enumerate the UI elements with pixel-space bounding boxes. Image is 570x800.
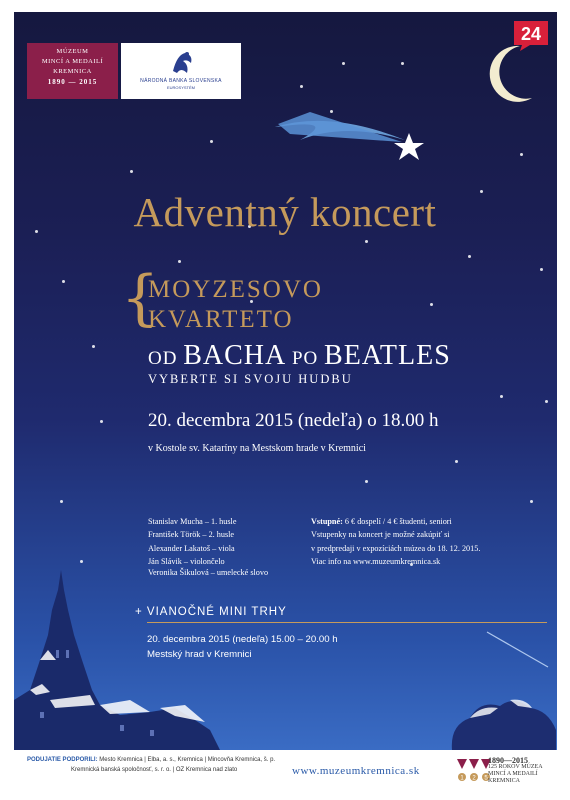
- bank-name: NÁRODNÁ BANKA SLOVENSKA: [140, 78, 222, 84]
- ensemble-name-line2: KVARTETO: [148, 306, 294, 333]
- anniversary-line3: KREMNICA: [488, 778, 521, 784]
- market-time: 20. decembra 2015 (nedeľa) 15.00 – 20.00 h: [147, 634, 338, 645]
- star-dot: [520, 153, 523, 156]
- anniversary-shield-icon: [457, 759, 467, 769]
- program-bach: BACHA: [183, 340, 287, 371]
- star-dot: [100, 420, 103, 423]
- star-dot: [342, 62, 345, 65]
- program-subtitle: VYBERTE SI SVOJU HUDBU: [148, 372, 353, 386]
- snowy-trees: [452, 701, 556, 750]
- star-dot: [62, 280, 65, 283]
- star-dot: [210, 140, 213, 143]
- event-title: Adventný koncert: [133, 189, 437, 235]
- museum-logo-line1: MÚZEUM: [56, 48, 89, 55]
- ensemble-name-line1: MOYZESOVO: [148, 276, 323, 303]
- sponsors-label: PODUJATIE PODPORILI:: [27, 757, 98, 763]
- star-dot: [92, 345, 95, 348]
- christmas-market-title: + VIANOČNÉ MINI TRHY: [135, 606, 287, 618]
- program-from: OD: [148, 348, 178, 369]
- ticket-price-value: 6 € dospelí / 4 € študenti, seniori: [344, 517, 452, 526]
- museum-logo-line2: MINCÍ A MEDAILÍ: [41, 58, 104, 65]
- museum-logo-line3: KREMNICA: [53, 68, 92, 75]
- performer-item: Stanislav Mucha – 1. husle: [148, 517, 237, 526]
- performer-item: Ján Slávik – violončelo: [148, 556, 225, 566]
- performer-item: František Török – 2. husle: [148, 530, 235, 540]
- bank-subtitle: EUROSYSTÉM: [166, 85, 195, 90]
- star-dot: [401, 62, 404, 65]
- ticket-more-info: Viac info na www.muzeumkremnica.sk: [311, 556, 441, 566]
- anniversary-digit: 2: [472, 775, 476, 782]
- market-place: Mestský hrad v Kremnici: [147, 649, 252, 660]
- event-venue: v Kostole sv. Kataríny na Mestskom hrade v Kremnici: [148, 443, 366, 454]
- crescent-moon-icon: [490, 46, 532, 102]
- star-dot: [365, 240, 368, 243]
- ticket-price: [311, 515, 480, 528]
- program-to: PO: [291, 348, 319, 369]
- bank-logo[interactable]: [121, 43, 241, 99]
- event-date: 20. decembra 2015 (nedeľa) o 18.00 h: [148, 410, 439, 431]
- museum-logo[interactable]: [27, 43, 118, 99]
- bank-emblem-icon: [121, 45, 241, 79]
- sponsors-line1: Mesto Kremnica | Elba, a. s., Kremnica | Mincovňa Kremnica, š. p.: [99, 757, 276, 763]
- ticket-presale-details: v predpredaji v expozíciách múzea do 18. 12. 2015.: [311, 543, 481, 553]
- anniversary-line2: MINCÍ A MEDAILÍ: [488, 771, 538, 777]
- star-dot: [540, 268, 543, 271]
- program-title: [148, 340, 451, 372]
- ticket-presale: Vstupenky na koncert je možné zakúpiť si: [311, 530, 450, 540]
- sponsors: [27, 755, 275, 775]
- market-divider: [147, 622, 547, 623]
- star-dot: [468, 255, 471, 258]
- sponsors-row1: [27, 755, 275, 765]
- star-dot: [130, 170, 133, 173]
- star-dot: [430, 303, 433, 306]
- decorative-brace: {: [121, 263, 160, 333]
- comet-star-icon: [394, 133, 424, 160]
- anniversary-digit: 5: [484, 775, 488, 782]
- anniversary-digit: 1: [460, 775, 464, 782]
- museum-logo-years: 1890 — 2015: [47, 78, 98, 86]
- ensemble-name: [148, 275, 323, 335]
- news-badge-text: 24: [520, 24, 542, 44]
- anniversary-line1: 125 ROKOV MÚZEA: [488, 764, 543, 770]
- ticket-info: [311, 515, 480, 568]
- star-dot: [80, 560, 83, 563]
- performers-list: [148, 515, 236, 568]
- star-dot: [530, 500, 533, 503]
- sponsors-line2: Kremnická banská spoločnosť, s. r. o. | OZ Kremnica nad zlato: [71, 767, 238, 773]
- anniversary-logo-text: [488, 757, 543, 785]
- star-dot: [60, 500, 63, 503]
- news-24-badge-icon[interactable]: [510, 17, 552, 53]
- performer-item: Alexander Lakatoš – viola: [148, 543, 235, 553]
- star-dot: [365, 480, 368, 483]
- ticket-price-label: Vstupné:: [311, 517, 343, 526]
- museum-website-link[interactable]: www.muzeumkremnica.sk: [292, 765, 420, 777]
- star-dot: [300, 85, 303, 88]
- christmas-market-info: [147, 632, 338, 662]
- star-dot: [545, 400, 548, 403]
- shooting-star: [487, 632, 548, 667]
- spoken-word-performer: Veronika Šikulová – umelecké slovo: [148, 568, 269, 577]
- program-beatles: BEATLES: [324, 340, 451, 371]
- star-dot: [178, 260, 181, 263]
- star-dot: [500, 395, 503, 398]
- anniversary-years: 1890—2015: [488, 756, 528, 765]
- star-dot: [455, 460, 458, 463]
- star-dot: [330, 110, 333, 113]
